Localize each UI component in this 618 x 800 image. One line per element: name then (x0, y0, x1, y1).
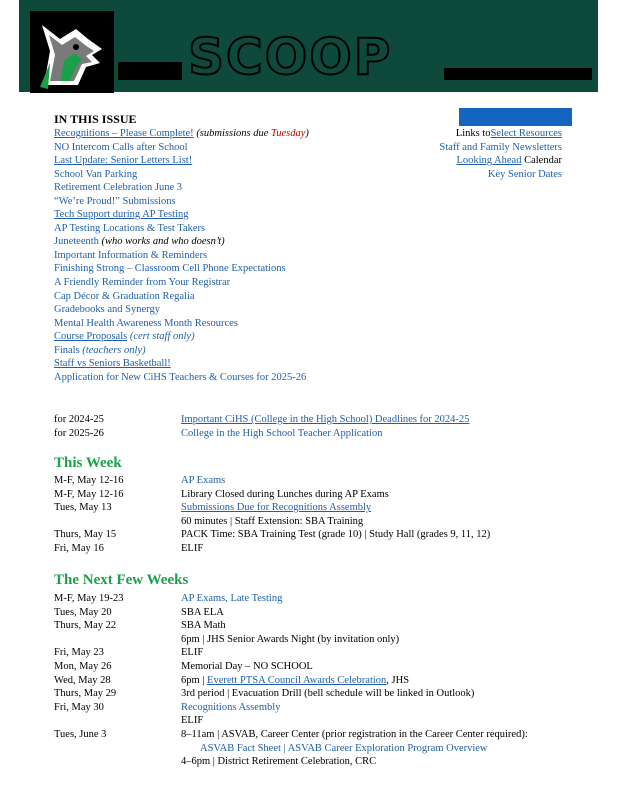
row-date: M-F, May 19-23 (54, 593, 124, 604)
row-text: Memorial Day – NO SCHOOL (181, 661, 313, 672)
issue-link[interactable]: Finals (54, 344, 80, 356)
issue-link[interactable]: Cap Décor & Graduation Regalia (54, 290, 195, 302)
row-text: PACK Time: SBA Training Test (grade 10) | Study Hall (grades 9, 11, 12) (181, 529, 491, 541)
looking-ahead-link[interactable]: Looking Ahead (456, 155, 522, 167)
row-link[interactable]: AP Exams (181, 475, 226, 486)
link-item-newsletters (362, 141, 562, 155)
links-list (362, 127, 562, 181)
issue-link[interactable]: Last Update: Senior Letters List! (54, 155, 193, 167)
issue-link[interactable]: Course Proposals (54, 331, 128, 343)
issue-link[interactable]: Retirement Celebration June 3 (54, 182, 183, 194)
row-link[interactable]: Recognitions Assembly (181, 701, 281, 713)
list-item (54, 276, 434, 290)
row-text: ELIF (181, 647, 204, 659)
row-date: Thurs, May 15 (54, 529, 117, 541)
row-text: 60 minutes | Staff Extension: SBA Training (181, 515, 364, 527)
row-link[interactable]: ASVAB Fact Sheet | ASVAB Career Exploration Program Overview (200, 742, 488, 754)
row-date: Fri, May 23 (54, 647, 104, 659)
row-text (181, 674, 409, 688)
row-date: Wed, May 28 (54, 674, 111, 686)
row-date: M-F, May 12-16 (54, 488, 124, 500)
issue-note-end: ) (305, 128, 309, 139)
issue-link[interactable]: Staff vs Seniors Basketball! (54, 358, 171, 370)
list-item (54, 262, 434, 276)
issue-note: (submissions due (193, 128, 271, 139)
row-text: ELIF (181, 543, 204, 554)
row-text-post: , JHS (386, 674, 410, 686)
select-resources-link[interactable]: Select Resources (490, 128, 562, 139)
row-date: M-F, May 12-16 (54, 475, 124, 486)
row-link[interactable]: Everett PTSA Council Awards Celebration (207, 674, 387, 686)
row-text: 3rd period | Evacuation Drill (bell schedule will be linked in Outlook) (181, 688, 475, 700)
newsletters-link[interactable]: Staff and Family Newsletters (439, 141, 562, 153)
list-item (54, 330, 434, 344)
row-link[interactable]: Submissions Due for Recognitions Assembly (181, 502, 372, 514)
row-text: 6pm | JHS Senior Awards Night (by invitation only) (181, 633, 400, 645)
issue-link[interactable]: Mental Health Awareness Month Resources (54, 317, 238, 329)
issue-link[interactable]: Application for New CiHS Teachers & Courses for 2025-26 (54, 371, 307, 383)
masthead-title: SCOOP (188, 28, 393, 86)
row-date: Thurs, May 29 (54, 688, 117, 700)
row-text: 8–11am | ASVAB, Career Center (prior registration in the Career Center required): (181, 729, 528, 740)
key-senior-dates-link[interactable]: Key Senior Dates (487, 168, 562, 180)
masthead-bar-right (444, 68, 592, 80)
list-item (54, 235, 434, 249)
issue-link[interactable]: Tech Support during AP Testing (54, 209, 189, 221)
list-item (54, 371, 434, 385)
issue-link[interactable]: AP Testing Locations & Test Takers (54, 222, 206, 234)
row-text-pre: 6pm | (181, 674, 208, 686)
in-this-issue-heading: IN THIS ISSUE (54, 112, 137, 126)
row-text: SBA Math (181, 620, 226, 632)
issue-note: (who works and who doesn’t) (98, 236, 225, 248)
list-item (54, 317, 434, 331)
list-item (54, 303, 434, 317)
list-item (54, 290, 434, 304)
issue-link[interactable]: Important Information & Reminders (54, 249, 208, 261)
issue-link[interactable]: NO Intercom Calls after School (54, 141, 188, 153)
row-date: Tues, June 3 (54, 729, 107, 740)
issue-link[interactable]: Finishing Strong – Classroom Cell Phone Expectations (54, 263, 286, 275)
wolf-head-icon (30, 11, 114, 93)
list-item (54, 222, 434, 236)
due-day: Tuesday (270, 128, 306, 139)
next-weeks-heading: The Next Few Weeks (54, 572, 189, 588)
issue-link[interactable]: Juneteenth (54, 236, 99, 248)
masthead-bar-left (118, 62, 182, 80)
row-date: Thurs, May 22 (54, 620, 117, 632)
row-text: SBA ELA (181, 606, 224, 618)
issue-link[interactable]: School Van Parking (54, 168, 138, 180)
issue-link[interactable]: A Friendly Reminder from Your Registrar (54, 277, 231, 289)
row-date: Mon, May 26 (54, 661, 112, 672)
link-item-select-resources: Links toSelect Resources (455, 128, 562, 139)
issue-link[interactable]: Gradebooks and Synergy (54, 304, 160, 316)
issue-note: (teachers only) (79, 344, 146, 356)
row-text: ELIF (181, 715, 204, 727)
logo (30, 11, 114, 93)
list-item (54, 195, 434, 209)
issue-note: (cert staff only) (127, 331, 195, 343)
accent-box (459, 108, 572, 126)
list-item (54, 249, 434, 263)
issue-link[interactable]: “We’re Proud!” Submissions (54, 195, 176, 207)
list-item (54, 181, 434, 195)
row-text: 4–6pm | District Retirement Celebration, CRC (181, 756, 377, 768)
row-text: Library Closed during Lunches during AP Exams (181, 488, 389, 500)
row-date: Fri, May 30 (54, 701, 104, 713)
list-item (54, 208, 434, 222)
cihs-application-link[interactable]: College in the High School Teacher Application (181, 428, 383, 439)
row-date: Fri, May 16 (54, 543, 104, 554)
row-date: Tues, May 20 (54, 606, 112, 618)
row-link[interactable]: AP Exams, Late Testing (181, 593, 283, 604)
row-date: Tues, May 13 (54, 502, 112, 514)
link-item-looking-ahead: Looking Ahead Calendar (456, 155, 562, 167)
cihs-deadlines-link[interactable]: Important CiHS (College in the High School) Deadlines for 2024-25 (181, 414, 470, 425)
list-item (54, 344, 434, 358)
link-item-senior-dates (362, 168, 562, 182)
issue-link[interactable]: Recognitions – Please Complete! (54, 128, 194, 139)
this-week-heading: This Week (54, 455, 122, 471)
list-item (54, 357, 434, 371)
